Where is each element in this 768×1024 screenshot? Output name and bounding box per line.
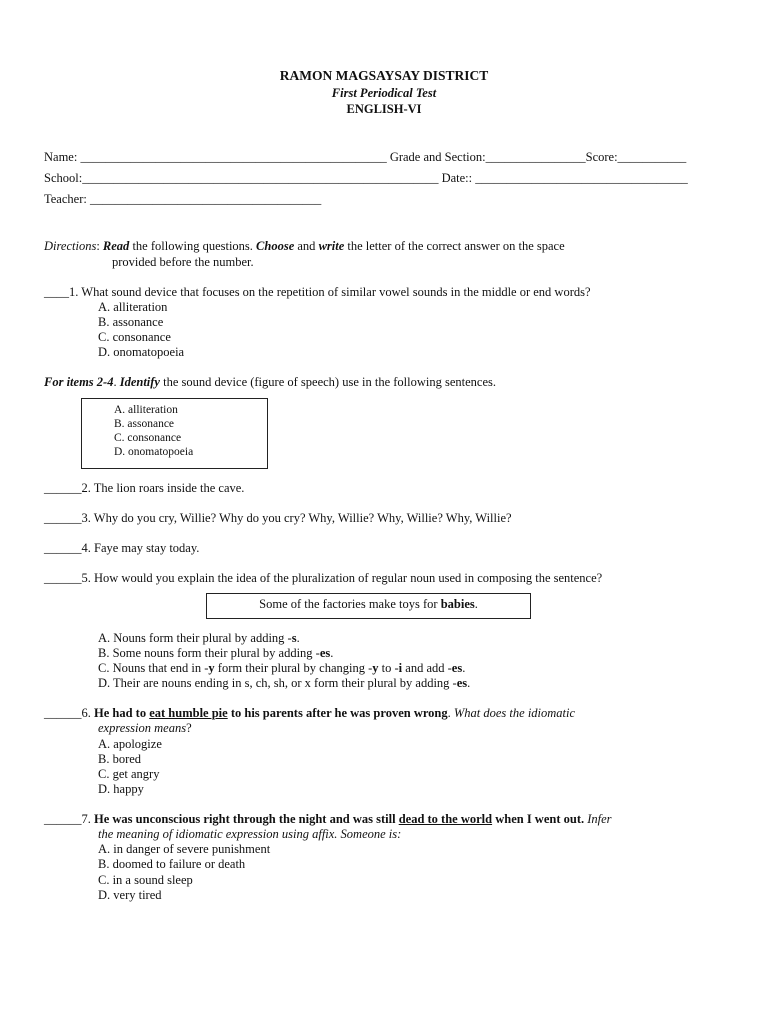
q5-option-a: A. Nouns form their plural by adding -s. [98, 631, 300, 645]
school-field-line: School:_________________________________________________________ Date:: __________________________________ [44, 171, 688, 185]
box-option-b: B. assonance [114, 418, 175, 430]
subject-title: ENGLISH-VI [346, 102, 422, 116]
q7-option-b: B. doomed to failure or death [98, 857, 246, 871]
question-4: ______4. Faye may stay today. [44, 541, 200, 555]
q1-option-c: C. consonance [98, 330, 171, 344]
test-name: First Periodical Test [331, 86, 437, 100]
q1-option-d: D. onomatopoeia [98, 345, 185, 359]
idiom-eat-humble-pie: eat humble pie [149, 706, 228, 720]
read-word: Read [102, 239, 130, 253]
q1-option-b: B. assonance [98, 315, 164, 329]
q5-option-b: B. Some nouns form their plural by adding -es. [98, 646, 334, 660]
q6-option-b: B. bored [98, 752, 142, 766]
q5-option-c: C. Nouns that end in -y form their plural by changing -y to -i and add -es. [98, 661, 466, 675]
name-field-line: Name: _________________________________________________ Grade and Section:________________Score:___________ [44, 150, 687, 164]
q6-option-c: C. get angry [98, 767, 160, 781]
box-option-c: C. consonance [114, 432, 182, 444]
question-1: ____1. What sound device that focuses on the repetition of similar vowel sounds in the middle or end words? [44, 285, 591, 299]
q7-option-d: D. very tired [98, 888, 162, 902]
teacher-field-line: Teacher: _____________________________________ [44, 192, 322, 206]
directions: Directions: Read the following questions. Choose and write the letter of the correct answer on the space [44, 239, 565, 253]
q6-option-d: D. happy [98, 782, 144, 796]
directions-label: Directions [44, 239, 97, 253]
box-option-a: A. alliteration [114, 404, 178, 416]
sentence-text: Some of the factories make toys for babies. [259, 597, 478, 611]
question-6: ______6. He had to eat humble pie to his parents after he was proven wrong. What does the idiomatic [44, 706, 576, 720]
q1-option-a: A. alliteration [98, 300, 168, 314]
idiom-dead-to-the-world: dead to the world [398, 812, 493, 826]
q5-option-d: D. Their are nouns ending in s, ch, sh, or x form their plural by adding -es. [98, 676, 471, 690]
items-2-4-instruction: For items 2-4. Identify the sound device (figure of speech) use in the following sentences. [44, 375, 496, 389]
q6-option-a: A. apologize [98, 737, 162, 751]
choose-word: Choose [256, 239, 295, 253]
write-word: write [318, 239, 345, 253]
directions-line2: provided before the number. [112, 255, 254, 269]
question-7: ______7. He was unconscious right through the night and was still dead to the world when I went out. Infer [44, 812, 612, 826]
question-3: ______3. Why do you cry, Willie? Why do you cry? Why, Willie? Why, Willie? Why, Willie? [44, 511, 512, 525]
district-title: RAMON MAGSAYSAY DISTRICT [279, 68, 489, 83]
identify-word: Identify [119, 375, 160, 389]
question-2: ______2. The lion roars inside the cave. [44, 481, 245, 495]
question-6-line2: expression means? [98, 721, 192, 735]
box-option-d: D. onomatopoeia [114, 446, 194, 458]
question-7-line2: the meaning of idiomatic expression using affix. Someone is: [98, 827, 402, 841]
q7-option-c: C. in a sound sleep [98, 873, 193, 887]
question-5: ______5. How would you explain the idea of the pluralization of regular noun used in composing the sentence? [44, 571, 603, 585]
q7-option-a: A. in danger of severe punishment [98, 842, 271, 856]
